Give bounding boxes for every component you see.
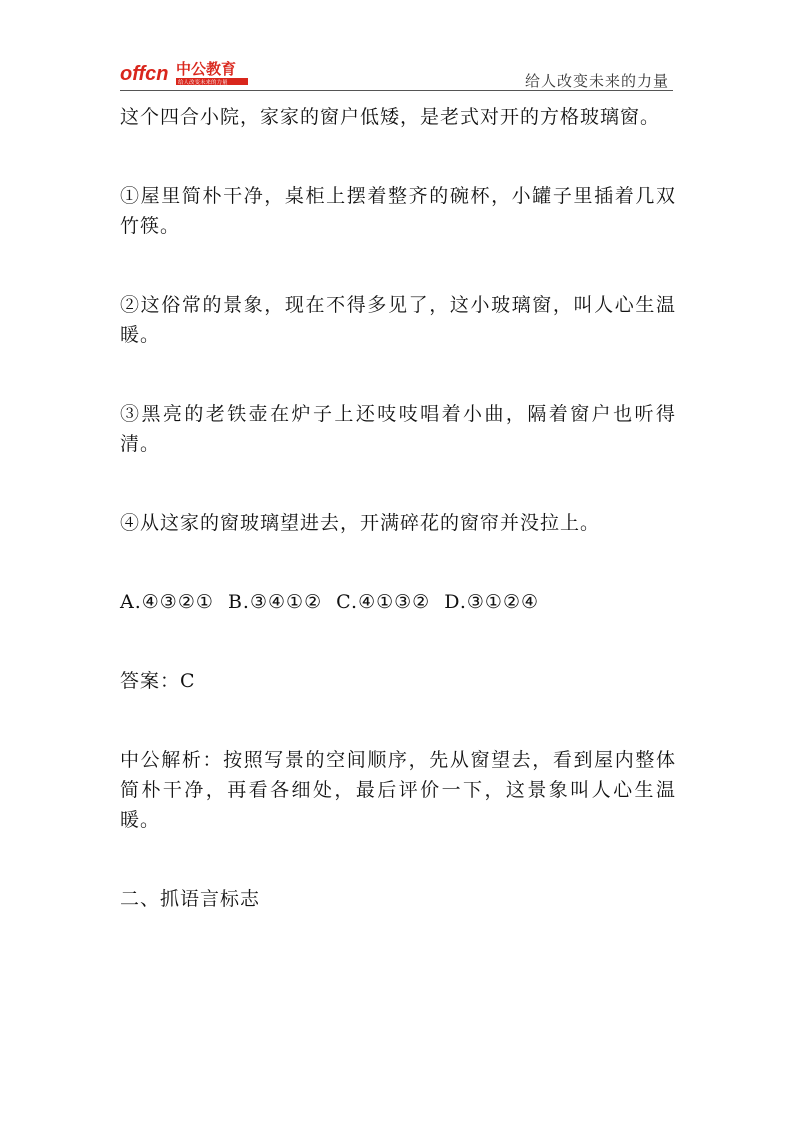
sentence-1: ①屋里简朴干净，桌柜上摆着整齐的碗杯，小罐子里插着几双竹筷。 xyxy=(120,185,676,237)
logo-tagline: 给人改变未来的力量 xyxy=(178,80,228,86)
intro-sentence: 这个四合小院，家家的窗户低矮，是老式对开的方格玻璃窗。 xyxy=(120,106,661,128)
page-header xyxy=(120,56,673,94)
sentence-3: ③黑亮的老铁壶在炉子上还吱吱唱着小曲，隔着窗户也听得清。 xyxy=(120,403,676,455)
offcn-logo xyxy=(120,58,252,88)
answer: 答案：C xyxy=(120,670,196,692)
header-slogan: 给人改变未来的力量 xyxy=(524,72,669,90)
sentence-4: ④从这家的窗玻璃望进去，开满碎花的窗帘并没拉上。 xyxy=(120,512,601,534)
header-divider xyxy=(120,90,673,91)
sentence-2: ②这俗常的景象，现在不得多见了，这小玻璃窗，叫人心生温暖。 xyxy=(120,294,676,346)
answer-options: A.④③②① B.③④①② C.④①③② D.③①②④ xyxy=(120,591,540,613)
section-heading: 二、抓语言标志 xyxy=(120,888,261,910)
logo-chinese: 中公教育 xyxy=(176,60,237,78)
document-body xyxy=(120,102,676,914)
logo-wordmark: offcn xyxy=(120,63,169,85)
analysis: 中公解析：按照写景的空间顺序，先从窗望去，看到屋内整体简朴干净，再看各细处，最后评价一下，这景象叫人心生温暖。 xyxy=(120,749,676,831)
